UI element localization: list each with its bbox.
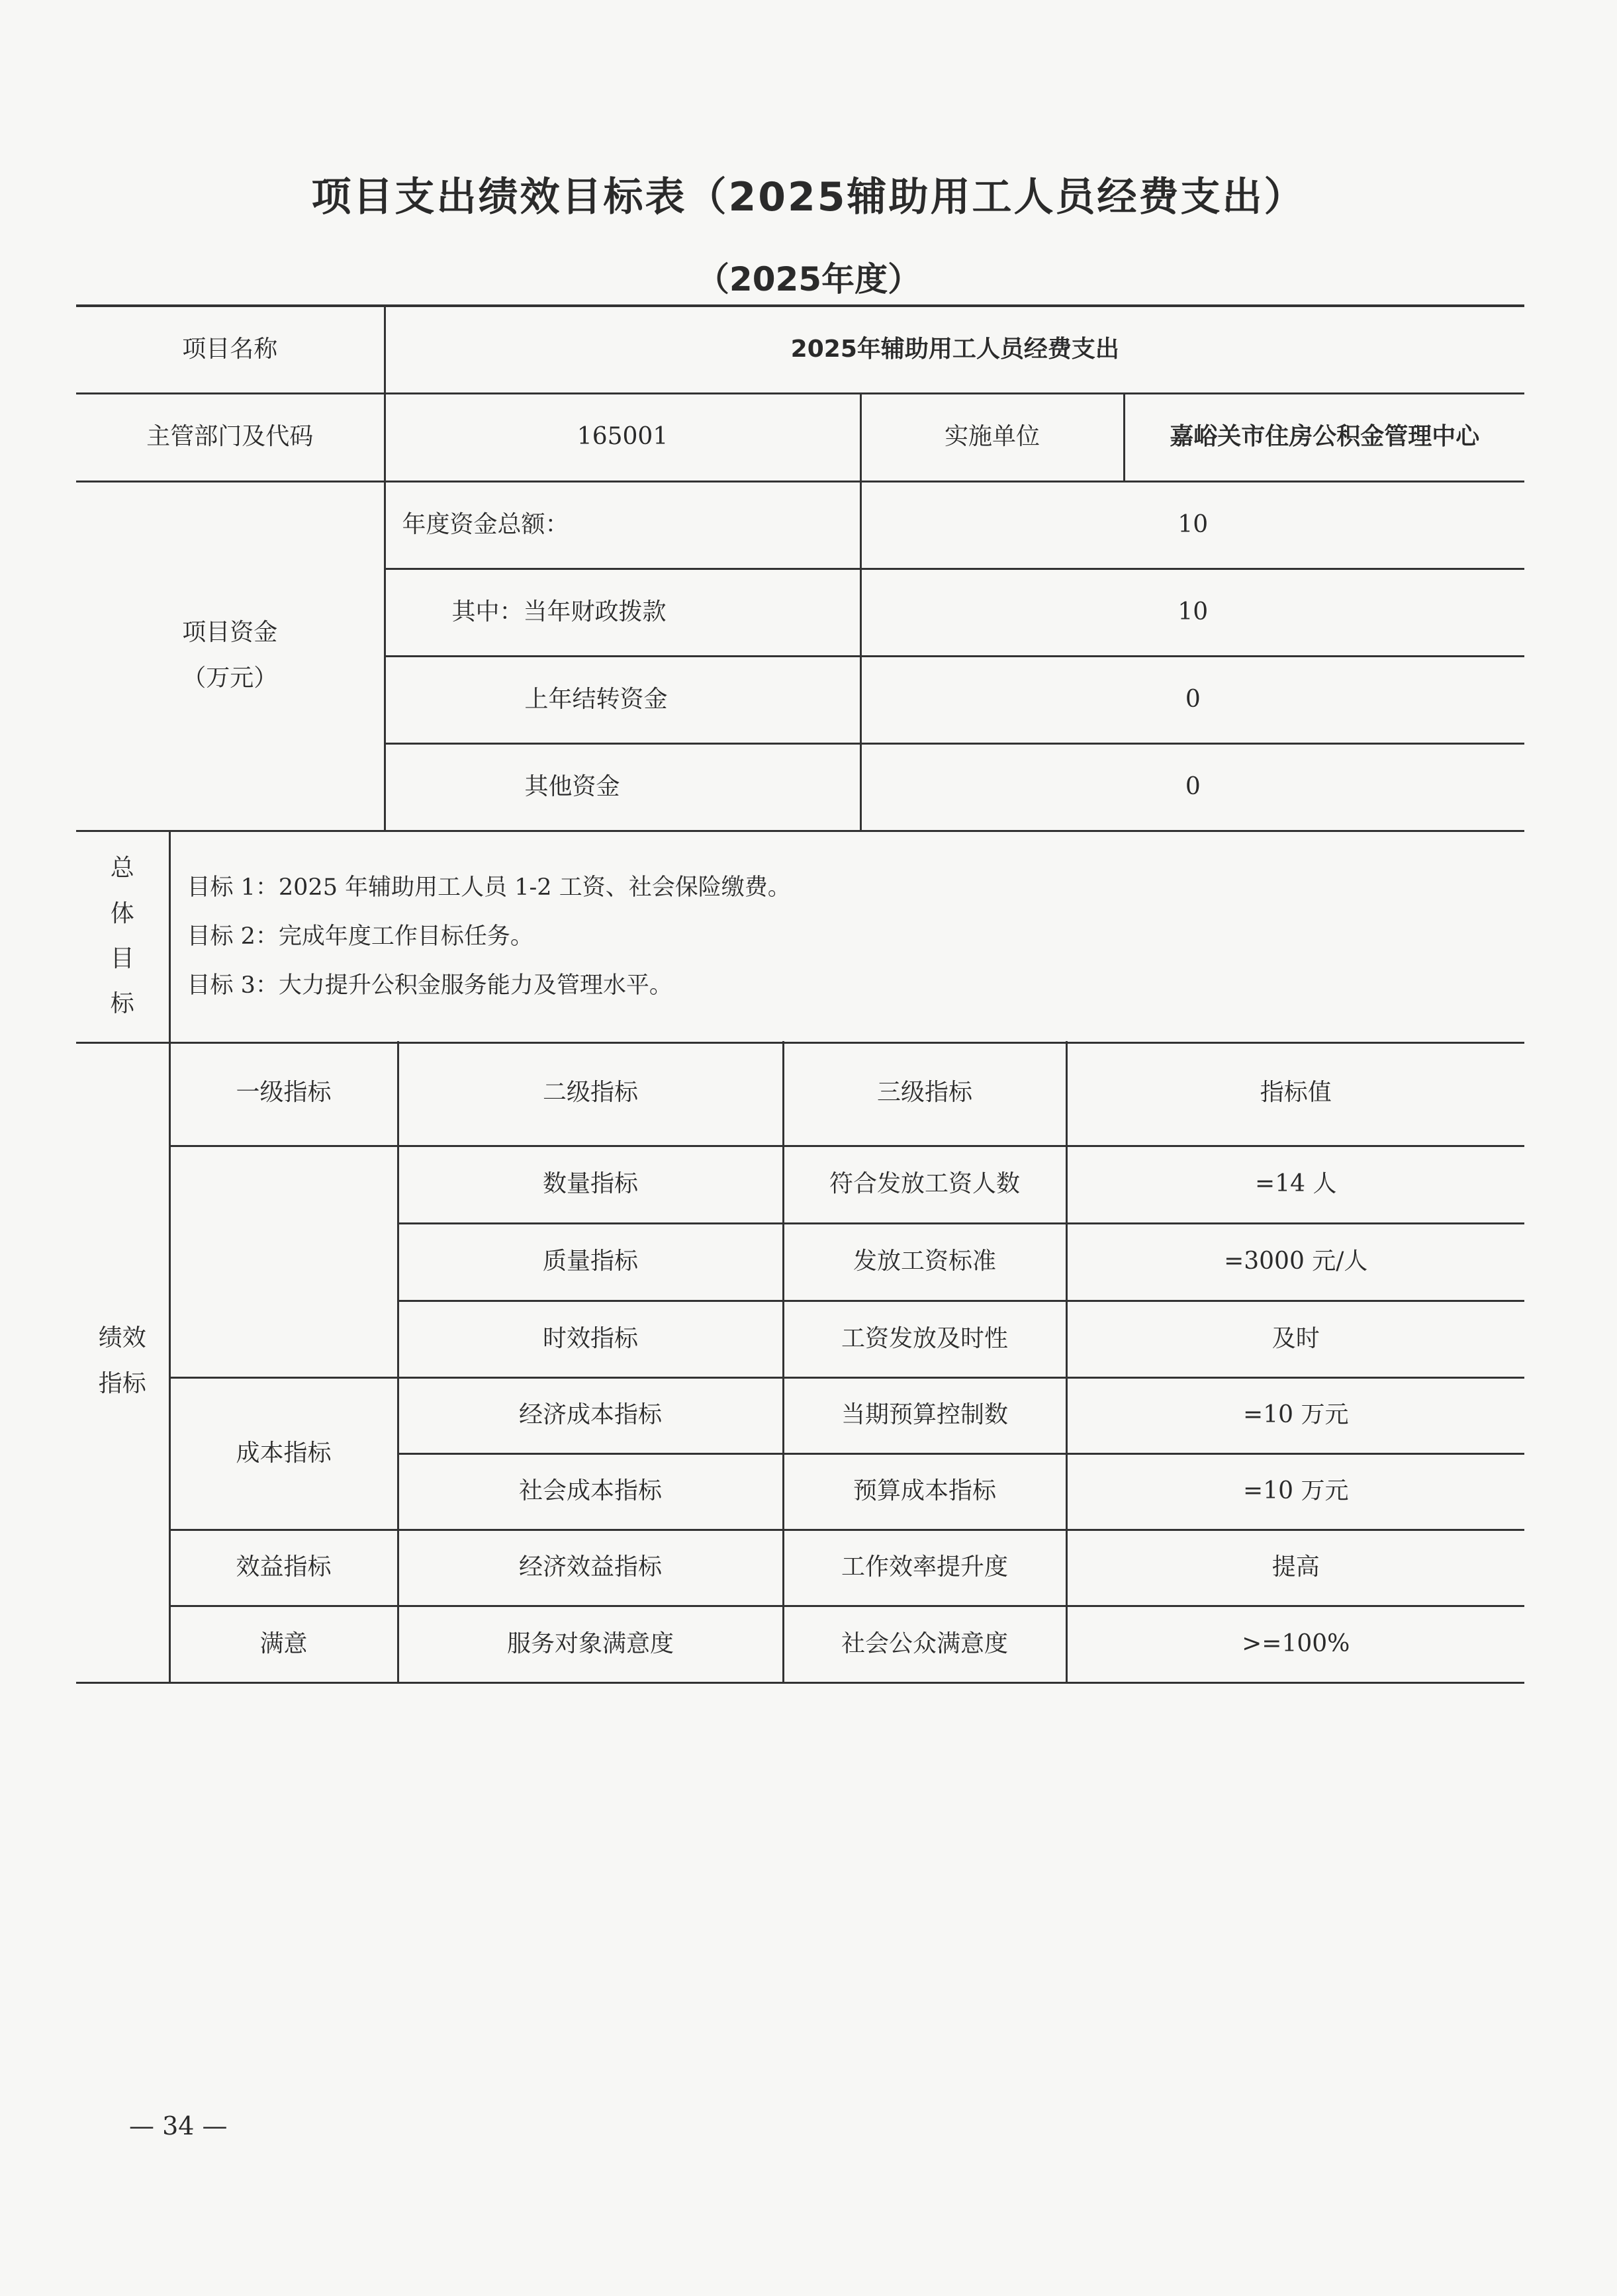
fund-other-label: 其他资金 <box>385 743 860 831</box>
goals-label-char: 目 <box>110 945 134 972</box>
table-row-l2: 数量指标 <box>398 1146 783 1223</box>
indicators-section-label <box>76 1041 169 1682</box>
table-row-l3: 社会公众满意度 <box>783 1606 1066 1682</box>
table-row-l2: 质量指标 <box>398 1223 783 1301</box>
impl-value: 嘉峪关市住房公积金管理中心 <box>1124 393 1524 481</box>
header-value: 指标值 <box>1066 1041 1524 1146</box>
page-number: — 34 — <box>129 2111 228 2140</box>
fund-label: 项目资金 <box>182 619 278 647</box>
table-row-l2: 经济效益指标 <box>398 1530 783 1606</box>
fund-current-value: 10 <box>860 569 1524 656</box>
satisfaction-indicator-label: 满意 <box>169 1606 398 1682</box>
table-row-l3: 工作效率提升度 <box>783 1530 1066 1606</box>
table-row-value: =10 万元 <box>1066 1453 1524 1530</box>
fund-unit: （万元） <box>182 665 278 692</box>
table-row-l3: 预算成本指标 <box>783 1453 1066 1530</box>
output-indicator-empty <box>169 1146 398 1377</box>
page-title: 项目支出绩效目标表（2025辅助用工人员经费支出） <box>311 174 1306 220</box>
goal-item: 目标 3：大力提升公积金服务能力及管理水平。 <box>187 972 672 999</box>
table-row-l3: 符合发放工资人数 <box>783 1146 1066 1223</box>
fund-current-label: 其中：当年财政拨款 <box>385 569 860 656</box>
table-row-l3: 发放工资标准 <box>783 1223 1066 1301</box>
table-row-l2: 经济成本指标 <box>398 1377 783 1453</box>
header-level3: 三级指标 <box>783 1041 1066 1146</box>
table-row-l2: 服务对象满意度 <box>398 1606 783 1682</box>
goals-label-char: 总 <box>110 854 134 882</box>
impl-label: 实施单位 <box>860 393 1124 481</box>
table-row-l3: 工资发放及时性 <box>783 1301 1066 1377</box>
goals-label <box>76 831 169 1042</box>
table-row-value: >=100% <box>1066 1606 1524 1682</box>
table-row-value: 及时 <box>1066 1301 1524 1377</box>
goals-label-char: 体 <box>110 899 134 927</box>
project-name-value: 2025年辅助用工人员经费支出 <box>385 306 1524 393</box>
cost-indicator-label: 成本指标 <box>169 1377 398 1530</box>
fund-carryover-label: 上年结转资金 <box>385 656 860 743</box>
indicators-table <box>76 1041 1524 1684</box>
goals-label-char: 标 <box>110 990 134 1018</box>
table-row-value: =3000 元/人 <box>1066 1223 1524 1301</box>
fund-other-value: 0 <box>860 743 1524 831</box>
fund-total-value: 10 <box>860 481 1524 569</box>
project-name-label: 项目名称 <box>76 306 385 393</box>
goal-item: 目标 1：2025 年辅助用工人员 1-2 工资、社会保险缴费。 <box>187 874 791 901</box>
indicators-label-line: 指标 <box>98 1369 146 1397</box>
table-row-l3: 当期预算控制数 <box>783 1377 1066 1453</box>
table-row-value: 提高 <box>1066 1530 1524 1606</box>
fund-label-cell <box>76 481 385 831</box>
header-level2: 二级指标 <box>398 1041 783 1146</box>
dept-label: 主管部门及代码 <box>76 393 385 481</box>
indicators-label-line: 绩效 <box>98 1324 146 1352</box>
table-row-l2: 时效指标 <box>398 1301 783 1377</box>
project-info-table <box>76 304 1524 1044</box>
table-row-value: =10 万元 <box>1066 1377 1524 1453</box>
table-row-l2: 社会成本指标 <box>398 1453 783 1530</box>
header-level1: 一级指标 <box>169 1041 398 1146</box>
fund-total-label: 年度资金总额： <box>385 481 860 569</box>
goals-content <box>169 831 1524 1042</box>
table-row-value: =14 人 <box>1066 1146 1524 1223</box>
benefit-indicator-label: 效益指标 <box>169 1530 398 1606</box>
dept-code: 165001 <box>385 393 860 481</box>
goal-item: 目标 2：完成年度工作目标任务。 <box>187 923 533 950</box>
fund-carryover-value: 0 <box>860 656 1524 743</box>
page-subtitle: （2025年度） <box>696 260 921 298</box>
